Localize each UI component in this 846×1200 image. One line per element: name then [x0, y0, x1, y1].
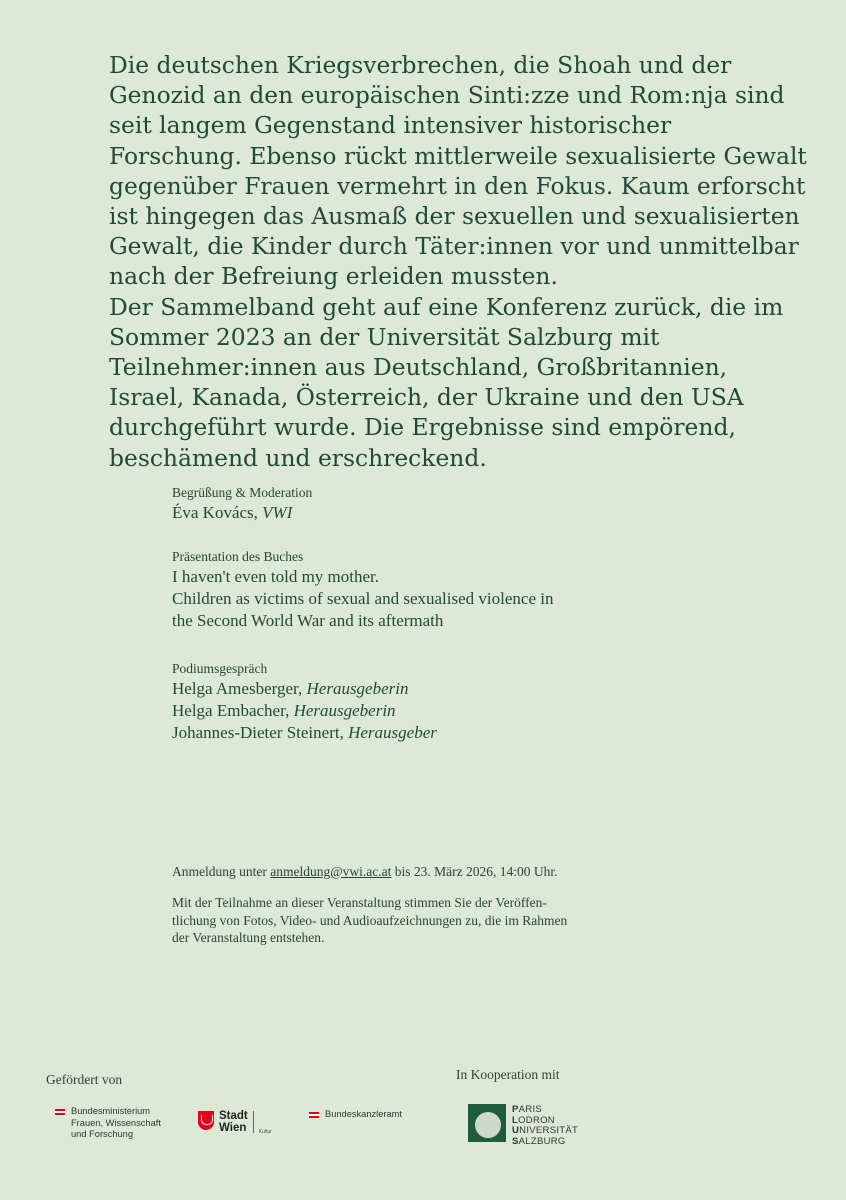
consent-line-1: Mit der Teilnahme an dieser Veranstaltung stimmen Sie der Veröffen- — [172, 895, 547, 910]
bmfwf-line-3: und Forschung — [71, 1129, 134, 1139]
plus-salzburg-logo — [468, 1104, 578, 1147]
cooperation-label: In Kooperation mit — [456, 1067, 560, 1082]
consent-line-2: tlichung von Fotos, Video- und Audioaufzeichnungen zu, die im Rahmen — [172, 912, 568, 928]
wien-divider — [253, 1111, 254, 1133]
moderation-name: Éva Kovács, — [172, 503, 258, 522]
plus-emblem-icon — [468, 1104, 506, 1142]
plus-line-4: SALZBURG — [512, 1135, 566, 1147]
plus-line-1: PARIS — [512, 1104, 543, 1115]
bmfwf-logo — [55, 1106, 161, 1141]
wien-shield-icon — [198, 1111, 214, 1130]
panel-person — [172, 678, 437, 700]
moderation-label: Begrüßung & Moderation — [172, 485, 313, 500]
presentation-label: Präsentation des Buches — [172, 549, 304, 564]
panel-person-name: Johannes-Dieter Steinert, — [172, 723, 344, 742]
registration-deadline: bis 23. März 2026, 14:00 Uhr. — [394, 864, 558, 879]
presentation-section — [172, 548, 553, 632]
intro-paragraph-1: Die deutschen Kriegsverbrechen, die Shoah und der Genozid an den europäischen Sinti:zze und Rom:nja sind seit langem Gegenstand intensiver historischer Forschung. Ebenso rückt mittlerweile sexualisierte Gewalt gegenüber Frauen vermehrt in den Fokus. Kaum erforscht ist hingegen das Ausmaß der sexuellen und sexualisierten Gewalt, die Kinder durch Täter:innen vor und unmittelbar nach der Befreiung erleiden mussten. — [109, 51, 807, 291]
book-title-line-1: I haven't even told my mother. — [172, 567, 380, 586]
wien-sub-label: Kultur — [258, 1129, 272, 1135]
panel-person — [172, 722, 437, 744]
consent-line-3: der Veranstaltung entstehen. — [172, 930, 325, 945]
plus-line-2: LODRON — [512, 1114, 555, 1126]
bmfwf-line-1: Bundesministerium — [71, 1106, 151, 1116]
moderation-affiliation: VWI — [262, 503, 293, 522]
panel-person-role: Herausgeber — [348, 723, 437, 742]
stadt-wien-logo — [198, 1111, 272, 1135]
intro-text — [109, 50, 809, 473]
panel-label: Podiumsgespräch — [172, 661, 268, 676]
panel-person-name: Helga Amesberger, — [172, 679, 303, 698]
panel-person-role: Herausgeberin — [293, 701, 396, 720]
bundeskanzleramt-text: Bundeskanzleramt — [325, 1109, 402, 1119]
book-title-line-2: Children as victims of sexual and sexualised violence in — [172, 589, 554, 608]
wien-line-2: Wien — [219, 1121, 247, 1134]
bundeskanzleramt-logo — [309, 1109, 402, 1121]
wien-line-1: Stadt — [219, 1110, 248, 1122]
intro-paragraph-2: Der Sammelband geht auf eine Konferenz zurück, die im Sommer 2023 an der Universität Salzburg mit Teilnehmer:innen aus Deutschland, Großbritannien, Israel, Kanada, Österreich, der Ukraine und den USA durchgeführt wurde. Die Ergebnisse sind empörend, beschämend und erschreckend. — [109, 292, 784, 472]
plus-line-3: UNIVERSITÄT — [512, 1125, 579, 1137]
austria-flag-icon — [55, 1109, 65, 1115]
moderation-person — [172, 502, 312, 524]
registration-prefix: Anmeldung unter — [172, 864, 267, 879]
registration-email-link[interactable]: anmeldung@vwi.ac.at — [270, 864, 392, 879]
panel-person-role: Herausgeberin — [306, 679, 409, 698]
book-title-line-3: the Second World War and its aftermath — [172, 611, 444, 630]
austria-flag-icon — [309, 1112, 319, 1118]
registration-info — [172, 863, 558, 881]
moderation-section — [172, 484, 312, 524]
panel-person — [172, 700, 437, 722]
consent-notice — [172, 894, 567, 947]
bmfwf-line-2: Frauen, Wissenschaft — [71, 1117, 161, 1128]
funded-by-label: Gefördert von — [46, 1072, 123, 1087]
panel-section — [172, 660, 437, 744]
panel-person-name: Helga Embacher, — [172, 701, 290, 720]
